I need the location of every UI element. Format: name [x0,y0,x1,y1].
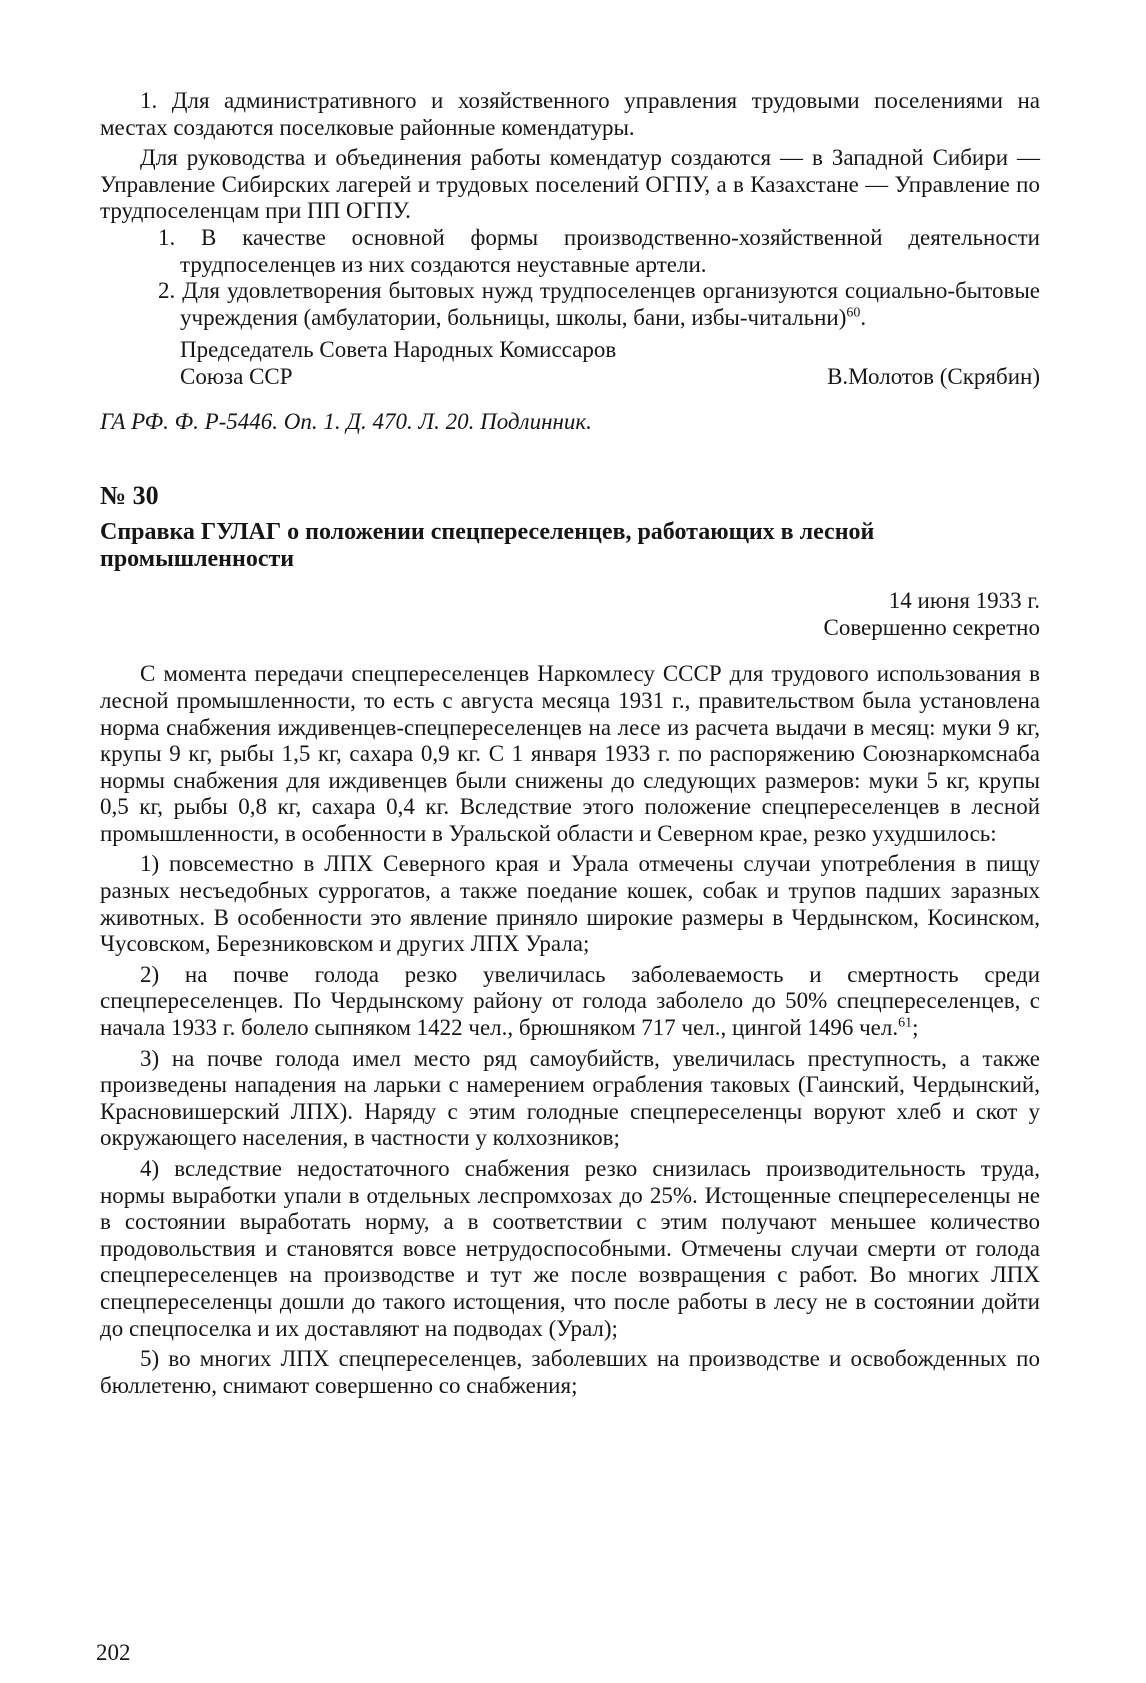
point-2-end: ; [912,1015,919,1041]
point-4: 4) вследствие недостаточного снабжения резко снизилась производительность труда, нормы выработки упали в отдельных леспромхозах до 25%. Истощенные спецпереселенцы не в состоянии выработать норму, а в соответствии с этим получают меньшее количество продовольствия и становятся вовсе нетрудоспособными. Отмечены случаи смерти от голода спецпереселенцев на производстве и тут же после возвращения с работ. Во многих ЛПХ спецпереселенцы дошли до такого истощения, что после работы в лесу не в состоянии дойти до спецпоселка и их доставляют на подводах (Урал); [100,1156,1040,1341]
page-number: 202 [96,1640,131,1665]
date-block [100,588,1040,641]
signature-block [180,337,1040,390]
archive-source: ГА РФ. Ф. Р-5446. Оп. 1. Д. 470. Л. 20. Подлинник. [100,408,592,434]
footnote-ref-60: 60 [846,305,861,321]
point-5: 5) во многих ЛПХ спецпереселенцев, заболевших на производстве и освобожденных по бюллетеню, снимают совершенно со снабжения; [100,1346,1040,1398]
footnote-ref-61: 61 [898,1015,913,1031]
document-date: 14 июня 1933 г. [888,588,1040,614]
document-number: № 30 [100,481,159,511]
decree-subitem-2-end: . [860,304,867,330]
point-2-text: 2) на почве голода резко увеличилась заболеваемость и смертность среди спецпереселенцев. По Чердынскому району от голода заболело до 50% спецпереселенцев, с начала 1933 г. болело сыпняком 1422 чел., брюшняком 717 чел., цингой 1496 чел. [100,961,1040,1041]
classification-stamp: Совершенно секретно [823,614,1040,640]
signature-name: В.Молотов (Скрябин) [827,363,1040,389]
point-3: 3) на почве голода имел место ряд самоубийств, увеличилась преступность, а также произведены нападения на ларьки с намерением ограбления таковых (Гаинский, Чердынский, Красновишерский ЛПХ). Наряду с этим голодные спецпереселенцы воруют хлеб и скот у окружающего населения, в частности у колхозников; [100,1045,1040,1151]
text-column [100,88,1040,1399]
decree-item-1: 1. Для административного и хозяйственного управления трудовыми поселениями на местах создаются поселковые районные комендатуры. [100,88,1040,140]
decree-paragraph: Для руководства и объединения работы комендатур создаются — в Западной Сибири — Управление Сибирских лагерей и трудовых поселений ОГПУ, а в Казахстане — Управление по трудпоселенцам при ПП ОГПУ. [100,145,1040,224]
document-title: Справка ГУЛАГ о положении спецпереселенцев, работающих в лесной промышленности [100,519,875,572]
signature-line [180,364,1040,391]
point-2 [100,962,1040,1042]
decree-sublist [100,225,1040,331]
signature-title-1: Председатель Совета Народных Комиссаров [180,337,617,363]
decree-subitem-1: 1. В качестве основной формы производственно-хозяйственной деятельности трудпоселенцев из них создаются неуставные артели. [158,224,1040,277]
decree-subitem-2-text: 2. Для удовлетворения бытовых нужд трудпоселенцев организуются социально-бытовые учреждения (амбулатории, больницы, школы, бани, избы-читальни) [158,278,1040,330]
point-1: 1) повсеместно в ЛПХ Северного края и Урала отмечены случаи употребления в пищу разных несъедобных суррогатов, а также поедание кошек, собак и трупов падших заразных животных. В особенности это явление приняло широкие размеры в Чердынском, Косинском, Чусовском, Березниковском и других ЛПХ Урала; [100,851,1040,957]
signature-title-2: Союза ССР [180,363,293,389]
intro-paragraph: С момента передачи спецпереселенцев Наркомлесу СССР для трудового использования в лесной промышленности, то есть с августа месяца 1931 г., правительством была установлена норма снабжения иждивенцев-спецпереселенцев на лесе из расчета выдачи в месяц: муки 9 кг, крупы 9 кг, рыбы 1,5 кг, сахара 0,9 кг. С 1 января 1933 г. по распоряжению Союзнаркомснаба нормы снабжения для иждивенцев были снижены до следующих размеров: муки 5 кг, крупы 0,5 кг, рыбы 0,8 кг, сахара 0,4 кг. Вследствие этого положение спецпереселенцев в лесной промышленности, в особенности в Уральской области и Северном крае, резко ухудшилось: [100,661,1040,846]
decree-subitem-2 [158,278,1040,331]
